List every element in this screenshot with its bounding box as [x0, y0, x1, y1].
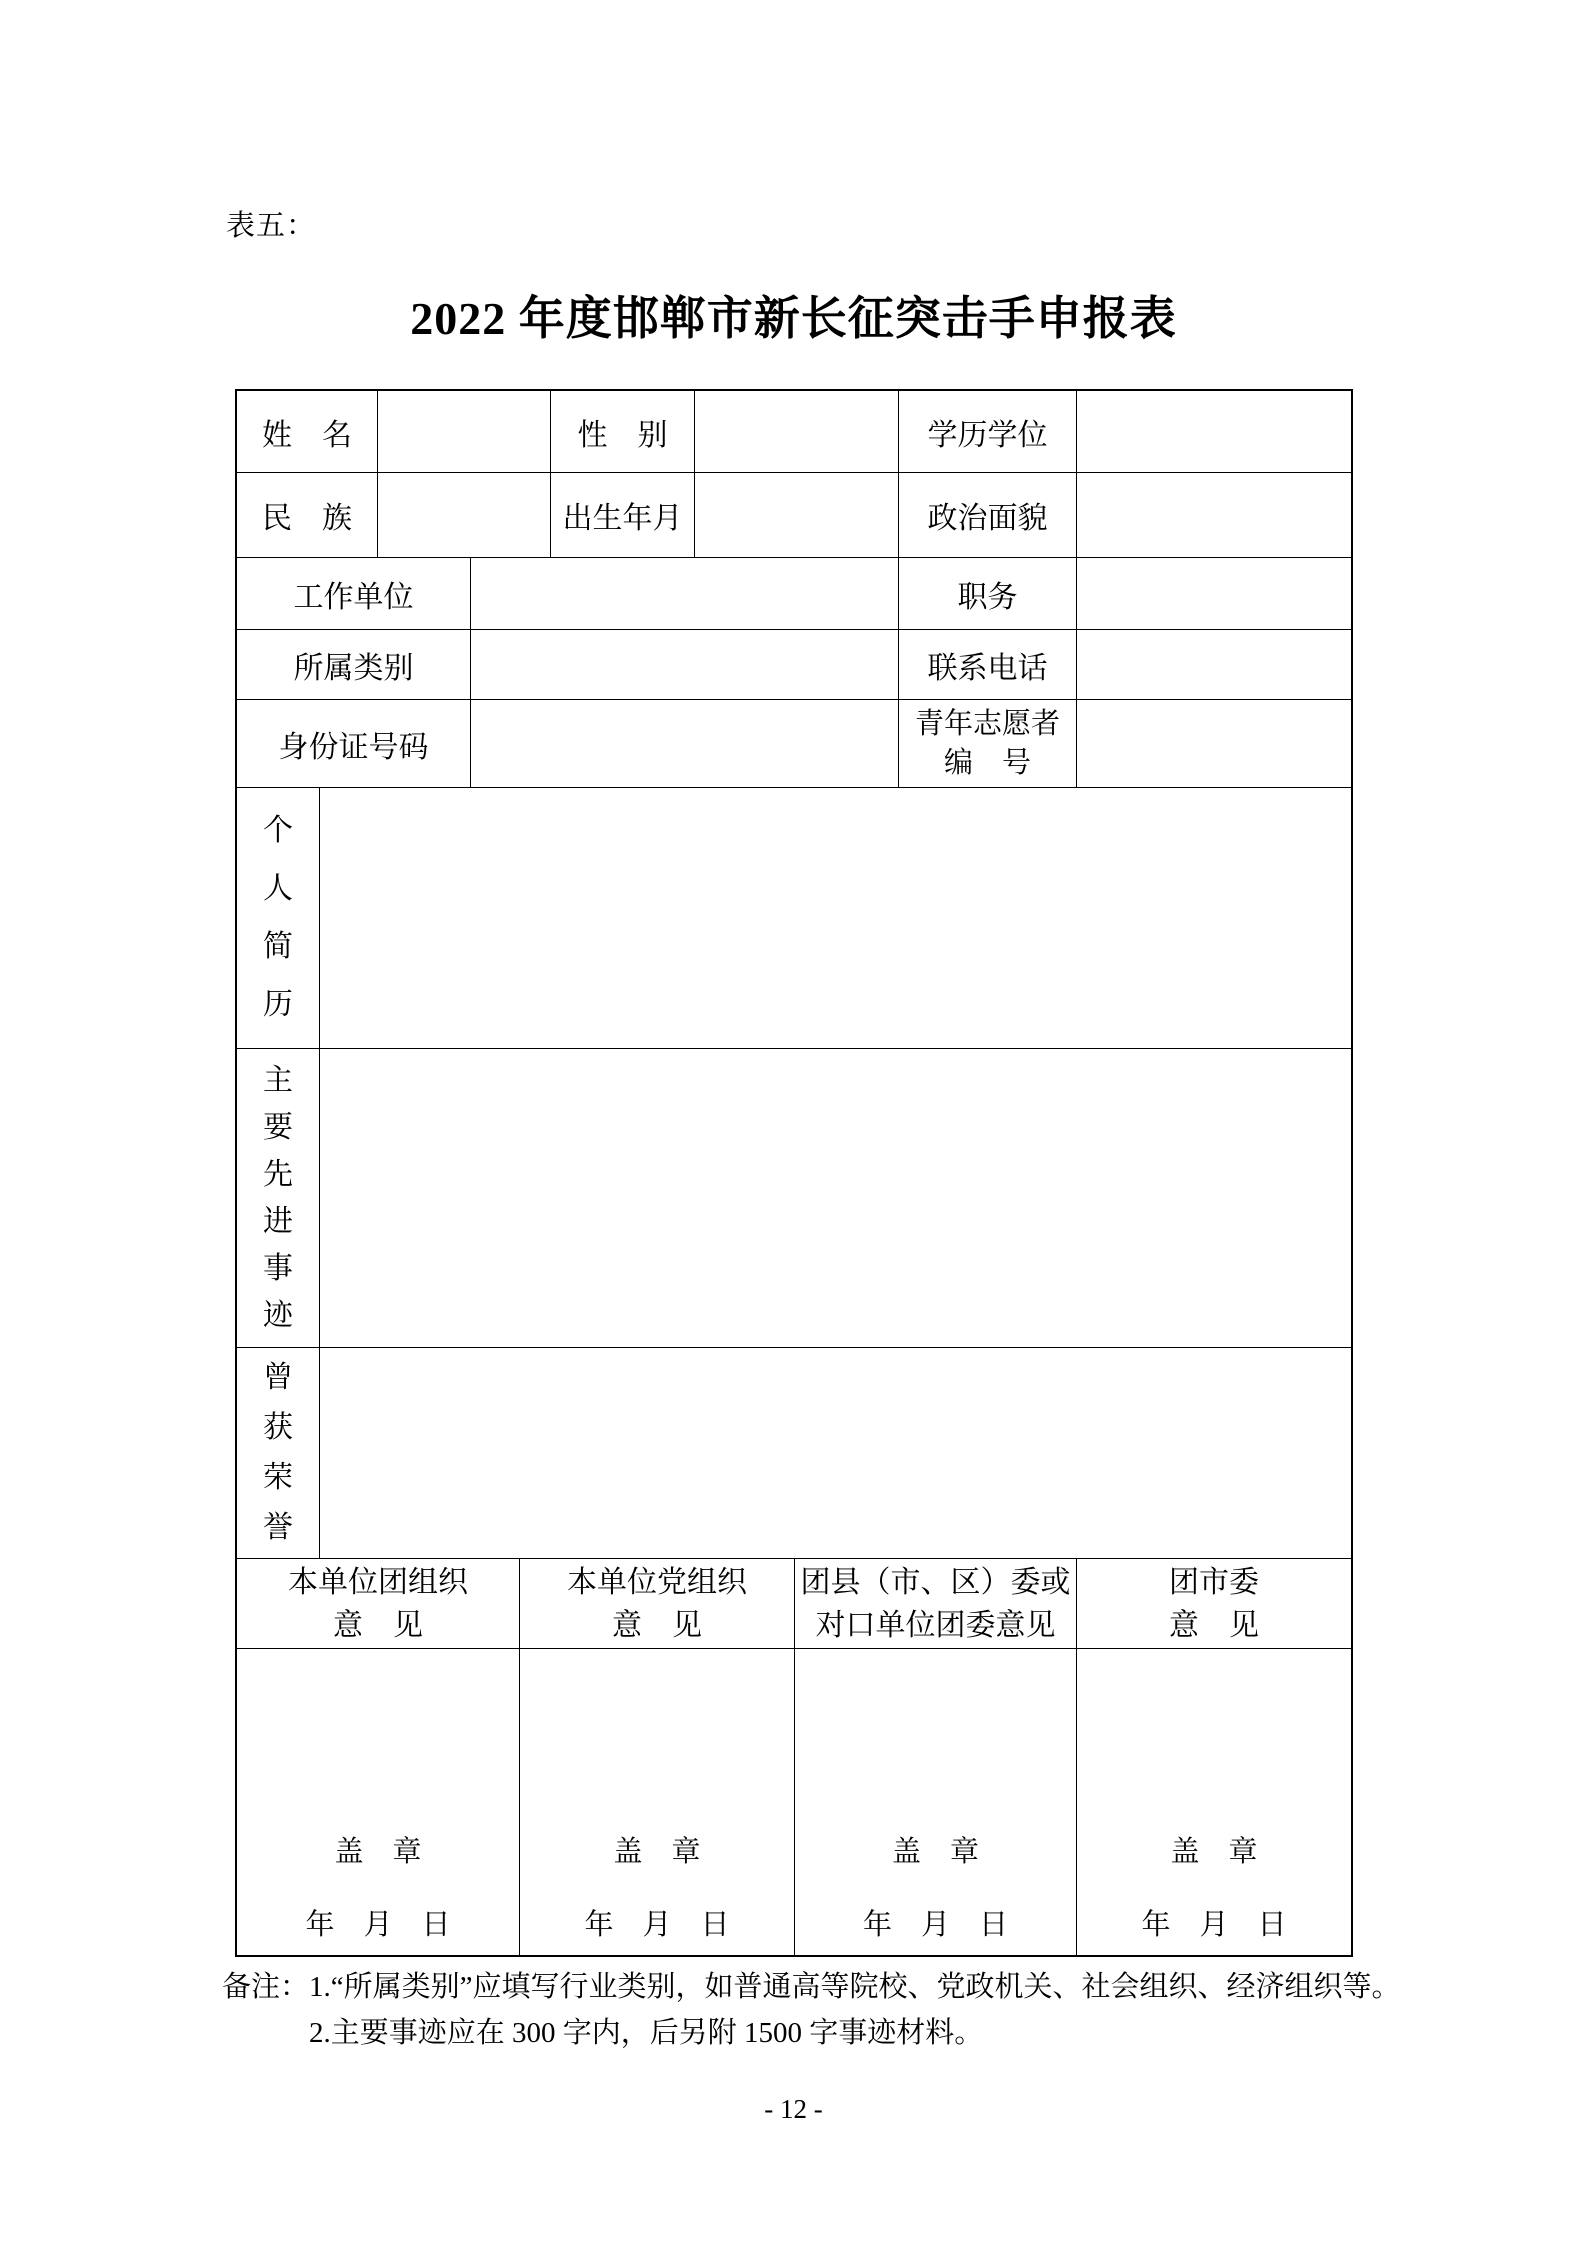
table-row — [237, 558, 1351, 630]
ethnicity-label: 民 族 — [237, 473, 378, 558]
ethnicity-value-cell[interactable] — [378, 473, 551, 558]
name-label: 姓 名 — [237, 391, 378, 473]
gender-value-cell[interactable] — [695, 391, 899, 473]
table-row — [237, 1348, 1351, 1559]
volunteer-number-label-line2: 编 号 — [943, 746, 1031, 779]
unit-party-opinion-area[interactable] — [520, 1649, 795, 1955]
birth-date-label: 出生年月 — [551, 473, 695, 558]
work-unit-label: 工作单位 — [237, 558, 471, 630]
unit-league-opinion-area[interactable] — [237, 1649, 520, 1955]
city-league-opinion-label: 团市委 意 见 — [1077, 1559, 1351, 1649]
volunteer-number-value-cell[interactable] — [1077, 700, 1351, 788]
birth-date-value-cell[interactable] — [695, 473, 899, 558]
table-row — [237, 630, 1351, 700]
political-status-label: 政治面貌 — [899, 473, 1077, 558]
seal-label: 盖 章 — [891, 1836, 979, 1868]
table-row — [237, 473, 1351, 558]
remarks — [222, 1964, 1402, 2056]
county-league-opinion-label: 团县（市、区）委或 对口单位团委意见 — [795, 1559, 1077, 1649]
position-value-cell[interactable] — [1077, 558, 1351, 630]
table-row — [237, 1649, 1351, 1955]
date-label: 年 月 日 — [584, 1909, 730, 1941]
table-row — [237, 391, 1351, 473]
application-form-table — [235, 389, 1353, 1957]
remark-line-1: 备注：1.“所属类别”应填写行业类别，如普通高等院校、党政机关、社会组织、经济组织等。 — [222, 1971, 1401, 2003]
name-value-cell[interactable] — [378, 391, 551, 473]
table-row — [237, 1049, 1351, 1348]
unit-party-opinion-label: 本单位党组织 意 见 — [520, 1559, 795, 1649]
category-label: 所属类别 — [237, 630, 471, 700]
page-title: 2022 年度邯郸市新长征突击手申报表 — [410, 293, 1177, 344]
id-number-value-cell[interactable] — [471, 700, 899, 788]
page-number: - 12 - — [764, 2094, 823, 2124]
honors-text-area[interactable] — [320, 1348, 1351, 1559]
date-label: 年 月 日 — [862, 1909, 1008, 1941]
education-label: 学历学位 — [899, 391, 1077, 473]
volunteer-number-label — [899, 700, 1077, 788]
category-value-cell[interactable] — [471, 630, 899, 700]
work-unit-value-cell[interactable] — [471, 558, 899, 630]
county-league-opinion-area[interactable] — [795, 1649, 1077, 1955]
seal-label: 盖 章 — [334, 1836, 422, 1868]
remark-line-2: 2.主要事迹应在 300 字内，后另附 1500 字事迹材料。 — [309, 2017, 984, 2049]
deeds-label: 主要先进事迹 — [237, 1049, 320, 1348]
form-number-tag: 表五： — [226, 210, 317, 242]
position-label: 职务 — [899, 558, 1077, 630]
city-league-opinion-area[interactable] — [1077, 1649, 1351, 1955]
volunteer-number-label-line1: 青年志愿者 — [914, 707, 1060, 740]
deeds-text-area[interactable] — [320, 1049, 1351, 1348]
id-number-label: 身份证号码 — [237, 700, 471, 788]
political-status-value-cell[interactable] — [1077, 473, 1351, 558]
seal-label: 盖 章 — [1170, 1836, 1258, 1868]
seal-label: 盖 章 — [613, 1836, 701, 1868]
date-label: 年 月 日 — [305, 1909, 451, 1941]
honors-label: 曾获荣誉 — [237, 1348, 320, 1559]
table-row — [237, 1559, 1351, 1649]
phone-value-cell[interactable] — [1077, 630, 1351, 700]
table-row — [237, 788, 1351, 1049]
phone-label: 联系电话 — [899, 630, 1077, 700]
date-label: 年 月 日 — [1141, 1909, 1287, 1941]
unit-league-opinion-label: 本单位团组织 意 见 — [237, 1559, 520, 1649]
education-value-cell[interactable] — [1077, 391, 1351, 473]
resume-text-area[interactable] — [320, 788, 1351, 1049]
resume-label: 个人简历 — [237, 788, 320, 1049]
gender-label: 性 别 — [551, 391, 695, 473]
table-row — [237, 700, 1351, 788]
